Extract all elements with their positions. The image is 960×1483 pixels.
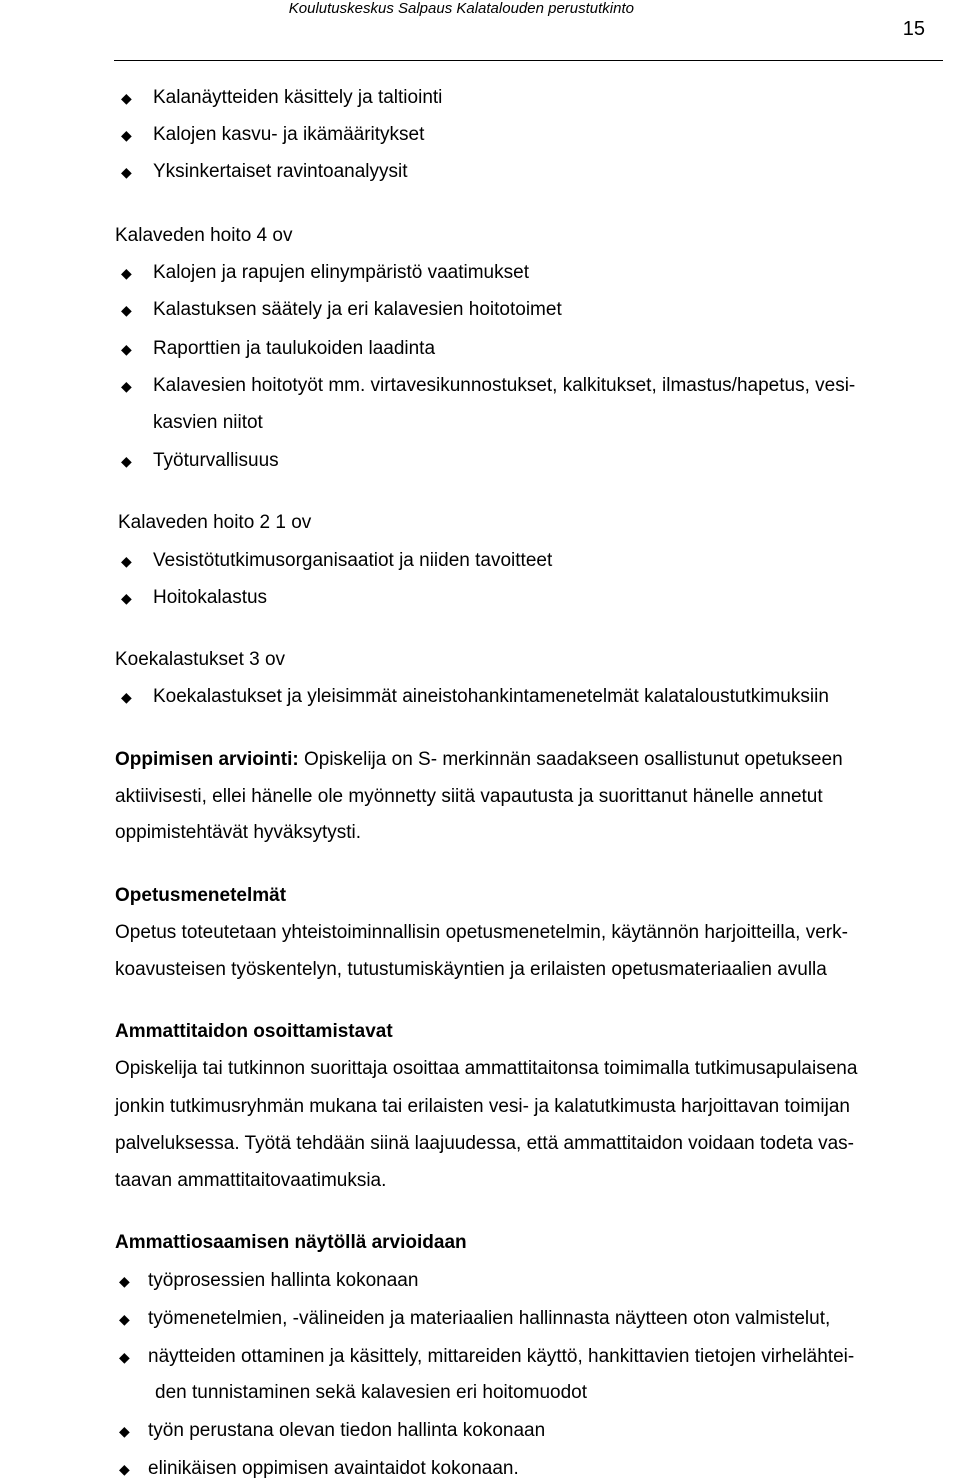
running-header: Koulutuskeskus Salpaus Kalatalouden perustutkinto (288, 0, 634, 17)
section-heading: Koekalastukset 3 ov (115, 649, 286, 670)
paragraph-line: aktiivisesti, ellei hänelle ole myönnetty siitä vapautusta ja suorittanut hänelle annetut (115, 786, 823, 807)
list-item: Vesistötutkimusorganisaatiot ja niiden tavoitteet (153, 550, 553, 571)
header-divider (114, 60, 943, 61)
list-item: Kalavesien hoitotyöt mm. virtavesikunnostukset, kalkitukset, ilmastus/hapetus, vesi- (153, 375, 856, 396)
assessment-paragraph (115, 749, 843, 771)
diamond-bullet-icon: ◆ (121, 689, 132, 705)
list-item: Hoitokalastus (153, 587, 268, 608)
diamond-bullet-icon: ◆ (121, 590, 132, 606)
list-item: Yksinkertaiset ravintoanalyysit (153, 161, 408, 182)
list-item: Työturvallisuus (153, 450, 279, 471)
diamond-bullet-icon: ◆ (121, 341, 132, 357)
diamond-bullet-icon: ◆ (119, 1273, 130, 1289)
list-item: Kalastuksen säätely ja eri kalavesien hoitotoimet (153, 299, 562, 320)
assessment-text: Opiskelija on S- merkinnän saadakseen osallistunut opetukseen (298, 749, 843, 770)
assessment-label: Oppimisen arviointi: (115, 749, 299, 770)
section-heading: Opetusmenetelmät (115, 885, 287, 906)
diamond-bullet-icon: ◆ (121, 378, 132, 394)
diamond-bullet-icon: ◆ (121, 90, 132, 106)
diamond-bullet-icon: ◆ (119, 1423, 130, 1439)
paragraph-line: palveluksessa. Työtä tehdään siinä laajuudessa, että ammattitaidon voidaan todeta vas- (115, 1133, 855, 1154)
list-item-continuation: kasvien niitot (153, 412, 263, 433)
diamond-bullet-icon: ◆ (119, 1311, 130, 1327)
list-item: Kalojen ja rapujen elinympäristö vaatimukset (153, 262, 529, 283)
paragraph-line: taavan ammattitaitovaatimuksia. (115, 1170, 387, 1191)
diamond-bullet-icon: ◆ (119, 1461, 130, 1477)
diamond-bullet-icon: ◆ (121, 302, 132, 318)
paragraph-line: koavusteisen työskentelyn, tutustumiskäyntien ja erilaisten opetusmateriaalien avulla (115, 959, 827, 980)
list-item: työn perustana olevan tiedon hallinta kokonaan (148, 1420, 546, 1441)
page-number: 15 (902, 18, 925, 40)
list-item: näytteiden ottaminen ja käsittely, mittareiden käyttö, hankittavien tietojen virhelähtei- (148, 1346, 855, 1367)
section-heading: Ammattiosaamisen näytöllä arvioidaan (115, 1232, 467, 1253)
list-item: työmenetelmien, -välineiden ja materiaalien hallinnasta näytteen oton valmistelut, (148, 1308, 831, 1329)
diamond-bullet-icon: ◆ (121, 553, 132, 569)
diamond-bullet-icon: ◆ (121, 127, 132, 143)
diamond-bullet-icon: ◆ (121, 265, 132, 281)
list-item: työprosessien hallinta kokonaan (148, 1270, 419, 1291)
diamond-bullet-icon: ◆ (121, 164, 132, 180)
list-item: Koekalastukset ja yleisimmät aineistohankintamenetelmät kalataloustutkimuksiin (153, 686, 829, 707)
paragraph-line: oppimistehtävät hyväksytysti. (115, 822, 362, 843)
list-item: Kalanäytteiden käsittely ja taltiointi (153, 87, 443, 108)
paragraph-line: jonkin tutkimusryhmän mukana tai erilaisten vesi- ja kalatutkimusta harjoittavan toimijan (115, 1096, 850, 1117)
list-item: Kalojen kasvu- ja ikämääritykset (153, 124, 425, 145)
section-heading: Kalaveden hoito 2 1 ov (118, 512, 312, 533)
paragraph-line: Opetus toteutetaan yhteistoiminnallisin opetusmenetelmin, käytännön harjoitteilla, verk- (115, 922, 848, 943)
list-item: Raporttien ja taulukoiden laadinta (153, 338, 436, 359)
list-item: elinikäisen oppimisen avaintaidot kokonaan. (148, 1458, 519, 1479)
section-heading: Ammattitaidon osoittamistavat (115, 1021, 393, 1042)
section-heading: Kalaveden hoito 4 ov (115, 225, 293, 246)
paragraph-line: Opiskelija tai tutkinnon suorittaja osoittaa ammattitaitonsa toimimalla tutkimusapulaisena (115, 1058, 858, 1079)
list-item-continuation: den tunnistaminen sekä kalavesien eri hoitomuodot (155, 1382, 587, 1403)
diamond-bullet-icon: ◆ (121, 453, 132, 469)
diamond-bullet-icon: ◆ (119, 1349, 130, 1365)
